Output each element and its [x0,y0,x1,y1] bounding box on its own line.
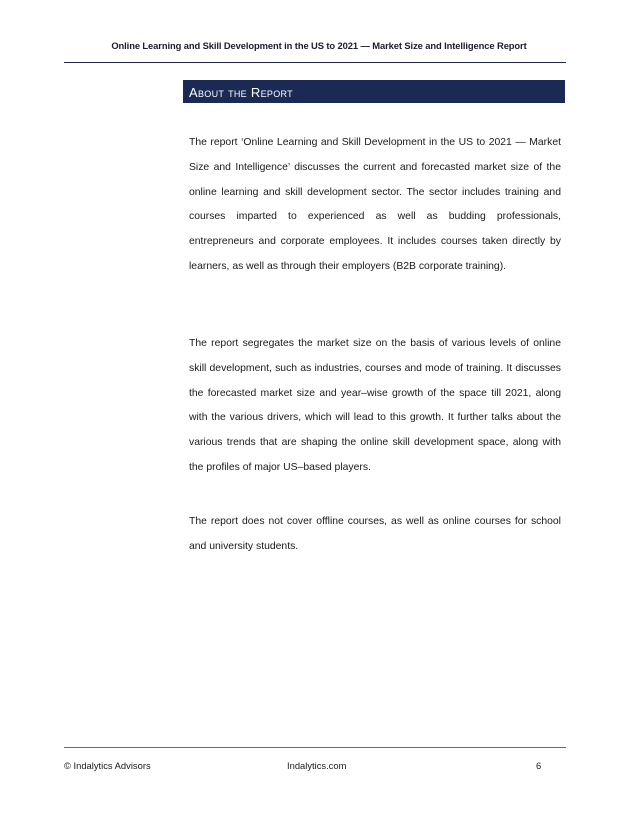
paragraph-segmentation: The report segregates the market size on the basis of various levels of online skill development, such as industries, courses and mode of training. It discusses the forecasted market size and year–wise growth of the space till 2021, along with the various drivers, which will lead to this growth. It further talks about the various trends that are shaping the online skill development space, along with the profiles of major US–based players. [189,338,561,473]
header-divider [64,62,566,63]
footer-copyright: © Indalytics Advisors [64,760,151,771]
footer-divider [64,747,566,748]
running-header: Online Learning and Skill Development in the US to 2021 — Market Size and Intelligence Report [111,40,527,51]
section-heading: About the Report [183,80,565,103]
footer-website: Indalytics.com [287,760,347,771]
paragraph-scope: The report ‘Online Learning and Skill Development in the US to 2021 — Market Size and Intelligence’ discusses the current and forecasted market size of the online learning and skill development sector. The sector includes training and courses imparted to experienced as well as budding professionals, entrepreneurs and corporate employees. It includes courses taken directly by learners, as well as through their employers (B2B corporate training). [189,137,561,272]
page-number: 6 [536,760,542,771]
paragraph-exclusions: The report does not cover offline courses, as well as online courses for school and university students. [189,516,561,552]
